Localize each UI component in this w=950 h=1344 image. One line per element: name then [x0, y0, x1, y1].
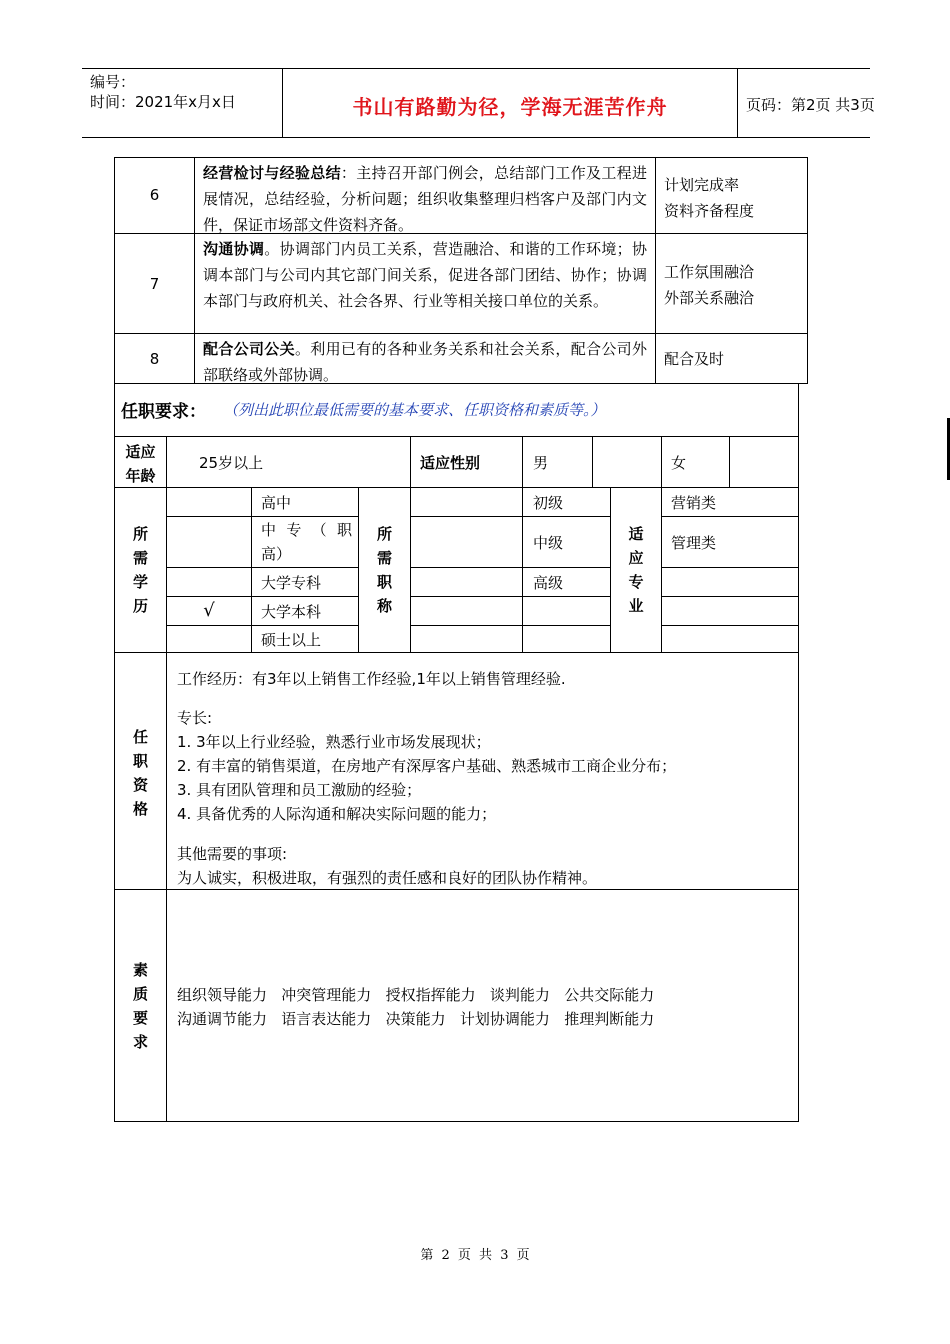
title-level-cell — [522, 596, 611, 626]
duty-text: ：主持召开部门例会，总结部门工作及工程进展情况，总结经验，分析问题；组织收集整理归档客户及部门内文件，保证市场部文件资料齐备。 — [203, 164, 647, 234]
title-label: 职 — [376, 573, 392, 591]
duty-number-cell — [114, 333, 195, 384]
qualification-label-cell — [114, 652, 167, 890]
gender-male: 男 — [533, 454, 549, 472]
duty-kpi-cell — [655, 233, 808, 334]
duty-description-cell — [194, 333, 656, 384]
header-left — [82, 69, 282, 137]
qualification-skill-item: 1. 3年以上行业经验，熟悉行业市场发展现状； — [177, 733, 491, 751]
duty-text: 。利用已有的各种业务关系和社会关系，配合公司外部联络或外部协调。 — [203, 340, 647, 384]
header-right — [737, 69, 875, 137]
title-check-cell — [410, 596, 523, 626]
education-level: 硕士以上 — [261, 631, 322, 649]
education-level: 大学专科 — [261, 574, 322, 592]
major-item: 管理类 — [671, 534, 717, 552]
qualification-skill-title: 专长: — [177, 709, 213, 727]
qualification-content-cell — [166, 652, 799, 890]
document-date: 时间：2021年x月x日 — [90, 93, 236, 111]
page-footer: 第 2 页 共 3 页 — [420, 1248, 530, 1263]
education-check-cell — [166, 487, 252, 517]
title-level-cell — [522, 487, 611, 517]
quality-label: 要 — [132, 1009, 148, 1027]
qualification-other-text: 为人诚实，积极进取，有强烈的责任感和良好的团队协作精神。 — [177, 869, 598, 887]
major-label: 业 — [628, 597, 644, 615]
major-label: 应 — [628, 549, 644, 567]
title-level: 中级 — [533, 534, 564, 552]
duty-description — [203, 160, 647, 238]
title-label-cell — [358, 487, 411, 653]
quality-label-cell — [114, 889, 167, 1122]
education-level-cell — [251, 567, 359, 597]
qualification-experience: 工作经历：有3年以上销售工作经验,1年以上销售管理经验. — [177, 670, 566, 688]
education-label: 需 — [132, 549, 148, 567]
gender-label: 适应性别 — [420, 454, 481, 472]
education-check-cell — [166, 567, 252, 597]
quality-content-cell — [166, 889, 799, 1122]
duty-kpi: 配合及时 — [664, 350, 725, 368]
qualification-skill-item: 3. 具有团队管理和员工激励的经验； — [177, 781, 422, 799]
duty-kpi: 资料齐备程度 — [664, 202, 755, 220]
duty-number-cell — [114, 157, 195, 234]
qualification-skill-item: 4. 具备优秀的人际沟通和解决实际问题的能力； — [177, 805, 497, 823]
duty-title: 经营检讨与经验总结 — [203, 164, 341, 182]
age-value: 25岁以上 — [199, 454, 264, 472]
title-label: 需 — [376, 549, 392, 567]
age-label: 年龄 — [125, 467, 156, 485]
education-label: 历 — [132, 597, 148, 615]
title-check-cell — [410, 625, 523, 653]
education-level-cell — [251, 625, 359, 653]
age-label-cell — [114, 436, 167, 488]
header-page-number: 页码：第2页 共3页 — [746, 96, 875, 114]
title-level: 初级 — [533, 494, 564, 512]
duty-title: 沟通协调 — [203, 240, 265, 258]
qualification-label: 资 — [132, 776, 148, 794]
duty-description — [203, 236, 647, 314]
document-number: 编号： — [90, 73, 136, 91]
duty-title: 配合公司公关 — [203, 340, 295, 358]
education-label: 所 — [132, 525, 148, 543]
education-level-cell — [251, 516, 359, 568]
education-level: 高） — [261, 545, 292, 563]
education-label: 学 — [132, 573, 148, 591]
title-check-cell — [410, 487, 523, 517]
duty-number: 7 — [149, 275, 160, 293]
duty-kpi: 计划完成率 — [664, 176, 740, 194]
title-level: 高级 — [533, 574, 564, 592]
age-value-cell — [166, 436, 411, 488]
duty-kpi-cell — [655, 157, 808, 234]
gender-female: 女 — [671, 454, 687, 472]
quality-abilities: 组织领导能力 冲突管理能力 授权指挥能力 谈判能力 公共交际能力 — [177, 986, 655, 1004]
major-label: 适 — [628, 525, 644, 543]
major-item: 营销类 — [671, 494, 717, 512]
title-check-cell — [410, 516, 523, 568]
quality-label: 素 — [132, 961, 148, 979]
education-level: 高中 — [261, 494, 292, 512]
duty-number: 8 — [149, 350, 160, 368]
duty-text: 。协调部门内员工关系，营造融洽、和谐的工作环境；协调本部门与公司内其它部门间关系，促进各部门团结、协作；协调本部门与政府机关、社会各界、行业等相关接口单位的关系。 — [203, 240, 647, 310]
major-label-cell — [610, 487, 662, 653]
duty-kpi-cell — [655, 333, 808, 384]
checkmark-icon: √ — [203, 600, 215, 621]
education-check-cell — [166, 625, 252, 653]
duty-number: 6 — [149, 186, 160, 204]
header-motto: 书山有路勤为径，学海无涯苦作舟 — [352, 95, 668, 119]
duty-description-cell — [194, 233, 656, 334]
quality-abilities: 沟通调节能力 语言表达能力 决策能力 计划协调能力 推理判断能力 — [177, 1010, 655, 1028]
major-label: 专 — [628, 573, 644, 591]
quality-label: 求 — [132, 1033, 148, 1051]
duty-kpi: 工作氛围融洽 — [664, 263, 755, 281]
title-label: 称 — [376, 597, 392, 615]
major-cell — [661, 596, 799, 626]
header-center — [282, 69, 738, 137]
education-check-cell — [166, 516, 252, 568]
title-label: 所 — [376, 525, 392, 543]
education-check-cell — [166, 596, 252, 626]
major-cell — [661, 516, 799, 568]
requirements-heading-cell — [114, 383, 799, 437]
title-level-cell — [522, 625, 611, 653]
duty-description — [203, 336, 647, 388]
gender-female-check-cell — [729, 436, 799, 488]
major-cell — [661, 567, 799, 597]
duty-number-cell — [114, 233, 195, 334]
education-level-cell — [251, 487, 359, 517]
qualification-skill-item: 2. 有丰富的销售渠道，在房地产有深厚客户基础、熟悉城市工商企业分布； — [177, 757, 677, 775]
education-level-cell — [251, 596, 359, 626]
age-label: 适应 — [125, 443, 156, 461]
gender-male-check-cell — [592, 436, 662, 488]
education-level: 大学本科 — [261, 603, 322, 621]
qualification-label: 职 — [132, 752, 148, 770]
duty-description-cell — [194, 157, 656, 234]
title-level-cell — [522, 567, 611, 597]
qualification-label: 格 — [132, 800, 148, 818]
education-label-cell — [114, 487, 167, 653]
qualification-label: 任 — [132, 728, 148, 746]
page-header — [82, 68, 875, 138]
title-level-cell — [522, 516, 611, 568]
quality-label: 质 — [132, 985, 148, 1003]
major-cell — [661, 487, 799, 517]
gender-male-cell — [522, 436, 593, 488]
duty-kpi: 外部关系融洽 — [664, 289, 755, 307]
title-check-cell — [410, 567, 523, 597]
requirements-note: （列出此职位最低需要的基本要求、任职资格和素质等。） — [223, 401, 606, 419]
major-cell — [661, 625, 799, 653]
gender-female-cell — [661, 436, 730, 488]
qualification-other-title: 其他需要的事项: — [177, 845, 288, 863]
requirements-title: 任职要求： — [121, 402, 206, 422]
education-level: 中专（职 — [261, 521, 352, 539]
gender-label-cell — [410, 436, 523, 488]
